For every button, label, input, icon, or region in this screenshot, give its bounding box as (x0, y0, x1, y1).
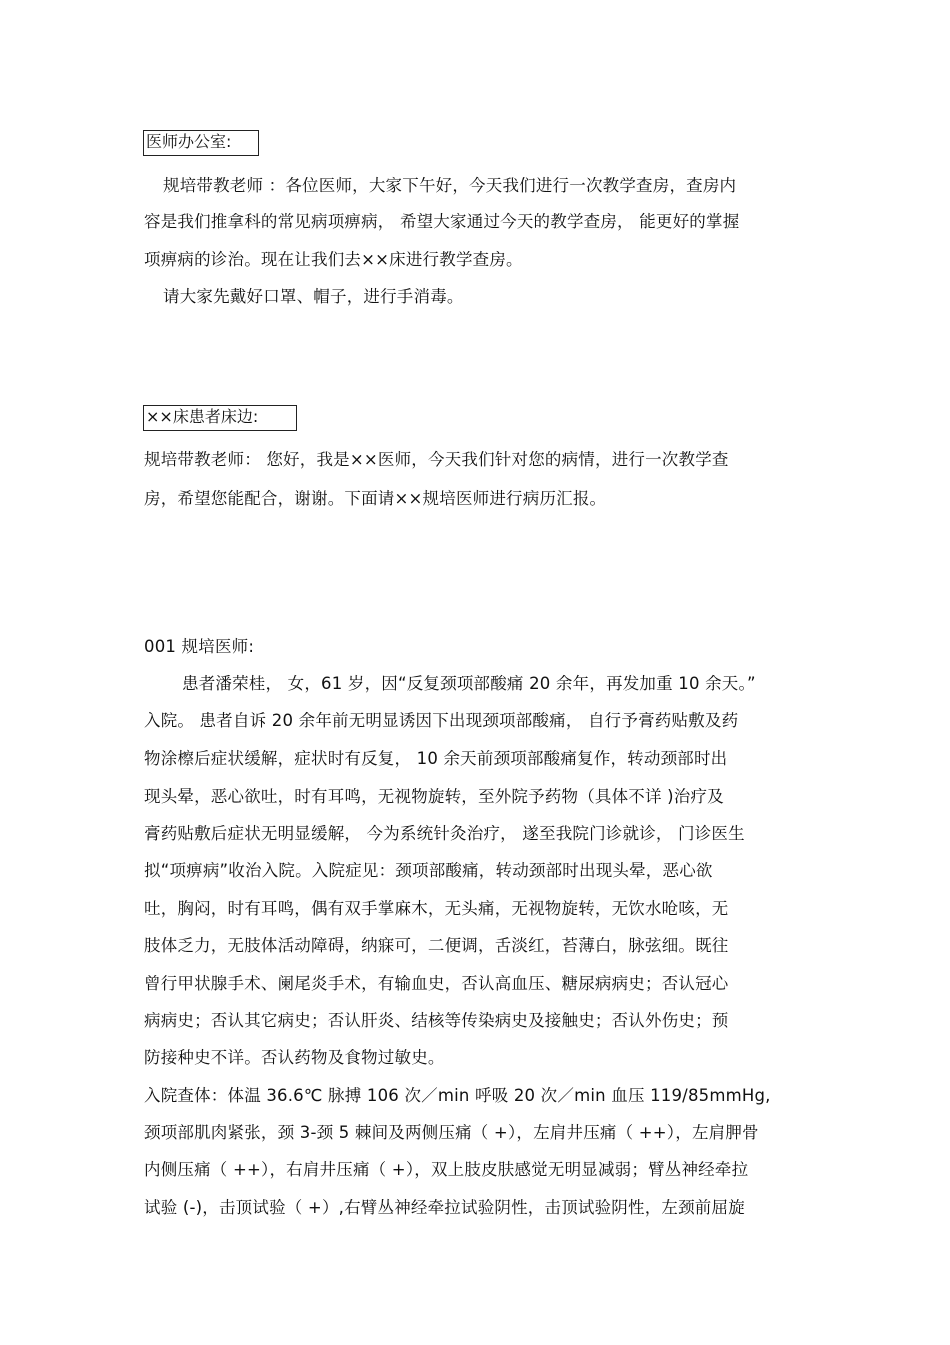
exam-line: 内侧压痛（ ++），右肩井压痛（ +），双上肢皮肤感觉无明显减弱；臂丛神经牵拉 (144, 1160, 749, 1179)
office-line: 规培带教老师 ：各位医师，大家下午好，今天我们进行一次教学查房，查房内 (163, 176, 737, 195)
office-line: 容是我们推拿科的常见病项痹病， 希望大家通过今天的教学查房， 能更好的掌握 (144, 212, 740, 231)
bedside-section-heading: ××床患者床边: (143, 405, 297, 431)
bedside-line: 规培带教老师： 您好，我是××医师，今天我们针对您的病情，进行一次教学查 (144, 450, 729, 469)
history-line: 患者潘荣桂， 女，61 岁，因“反复颈项部酸痛 20 余年，再发加重 10 余天。” (182, 674, 756, 693)
office-section-heading: 医师办公室: (143, 130, 259, 156)
history-line: 吐，胸闷，时有耳鸣，偶有双手掌麻木，无头痛，无视物旋转，无饮水呛咳，无 (144, 899, 729, 918)
history-line: 防接种史不详。否认药物及食物过敏史。 (144, 1048, 445, 1067)
office-line: 项痹病的诊治。现在让我们去××床进行教学查房。 (144, 250, 523, 269)
history-line: 肢体乏力，无肢体活动障碍，纳寐可，二便调，舌淡红，苔薄白，脉弦细。既往 (144, 936, 729, 955)
history-line: 病病史；否认其它病史；否认肝炎、结核等传染病史及接触史；否认外伤史；预 (144, 1011, 729, 1030)
history-line: 膏药贴敷后症状无明显缓解， 今为系统针灸治疗， 遂至我院门诊就诊， 门诊医生 (144, 824, 745, 843)
exam-line: 颈项部肌肉紧张，颈 3-颈 5 棘间及两侧压痛（ +），左肩井压痛（ ++），左肩胛骨 (144, 1123, 759, 1142)
report-speaker: 001 规培医师: (144, 637, 255, 656)
history-line: 曾行甲状腺手术、阑尾炎手术，有输血史，否认高血压、糖尿病病史；否认冠心 (144, 974, 729, 993)
exam-line: 入院查体：体温 36.6℃ 脉搏 106 次／min 呼吸 20 次／min 血压 119/85mmHg, (144, 1086, 771, 1105)
bedside-line: 房，希望您能配合，谢谢。下面请××规培医师进行病历汇报。 (144, 489, 607, 508)
exam-line: 试验 (-)，击顶试验（ +）,右臂丛神经牵拉试验阴性，击顶试验阴性，左颈前屈旋 (144, 1198, 745, 1217)
history-line: 入院。 患者自诉 20 余年前无明显诱因下出现颈项部酸痛， 自行予膏药贴敷及药 (144, 711, 739, 730)
history-line: 现头晕，恶心欲吐，时有耳鸣，无视物旋转，至外院予药物（具体不详 )治疗及 (144, 787, 724, 806)
history-line: 拟“项痹病”收治入院。入院症见：颈项部酸痛，转动颈部时出现头晕，恶心欲 (144, 861, 713, 880)
history-line: 物涂檫后症状缓解，症状时有反复， 10 余天前颈项部酸痛复作，转动颈部时出 (144, 749, 728, 768)
office-line: 请大家先戴好口罩、帽子，进行手消毒。 (163, 287, 464, 306)
